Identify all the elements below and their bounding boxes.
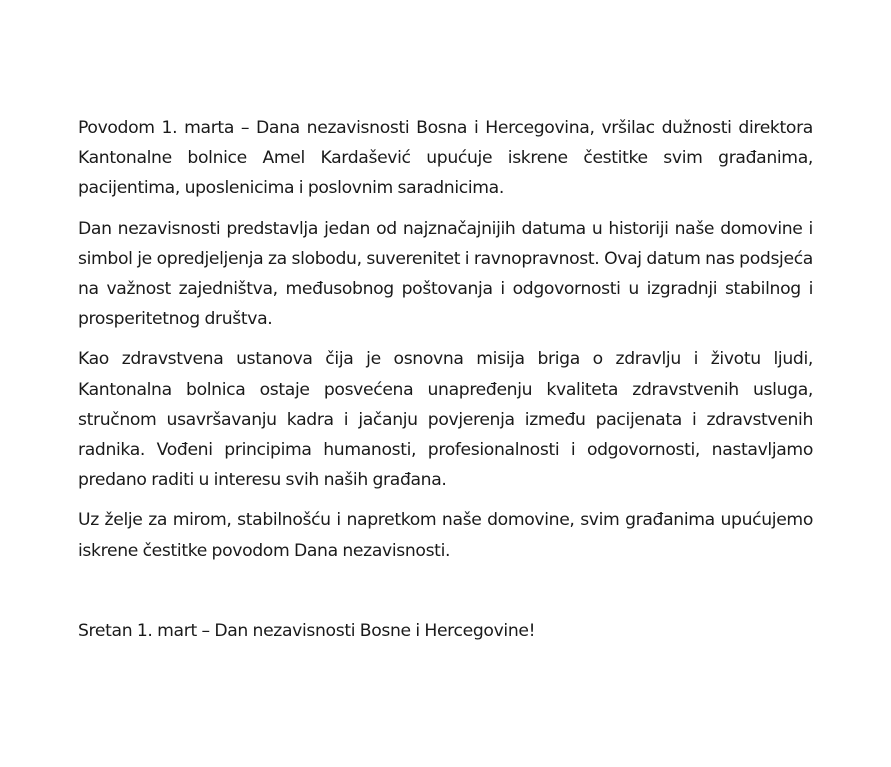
document-body [78, 113, 813, 656]
closing-line: Sretan 1. mart – Dan nezavisnosti Bosne i Hercegovine! [78, 620, 536, 641]
paragraph-significance: Dan nezavisnosti predstavlja jedan od najznačajnijih datuma u historiji naše domovine i simbol je opredjeljenja za slobodu, suverenitet i ravnopravnost. Ovaj datum nas podsjeća na važnost zajedništva, međusobnog poštovanja i odgovornosti u izgradnji stabilnog i prosperitetnog društva. [78, 218, 813, 330]
paragraph-wishes: Uz želje za mirom, stabilnošću i napretkom naše domovine, svim građanima upućujemo iskrene čestitke povodom Dana nezavisnosti. [78, 510, 813, 561]
paragraph-mission: Kao zdravstvena ustanova čija je osnovna misija briga o zdravlju i životu ljudi, Kantonalna bolnica ostaje posvećena unapređenju kvaliteta zdravstvenih usluga, stručnom usavršavanju kadra i jačanju povjerenja između pacijenata i zdravstvenih radnika. Vođeni principima humanosti, profesionalnosti i odgovornosti, nastavljamo predano raditi u interesu svih naših građana. [78, 349, 813, 491]
paragraph-greeting: Povodom 1. marta – Dana nezavisnosti Bosna i Hercegovina, vršilac dužnosti direktora Kantonalne bolnice Amel Kardašević upućuje iskrene čestitke svim građanima, pacijentima, uposlenicima i poslovnim saradnicima. [78, 118, 813, 199]
